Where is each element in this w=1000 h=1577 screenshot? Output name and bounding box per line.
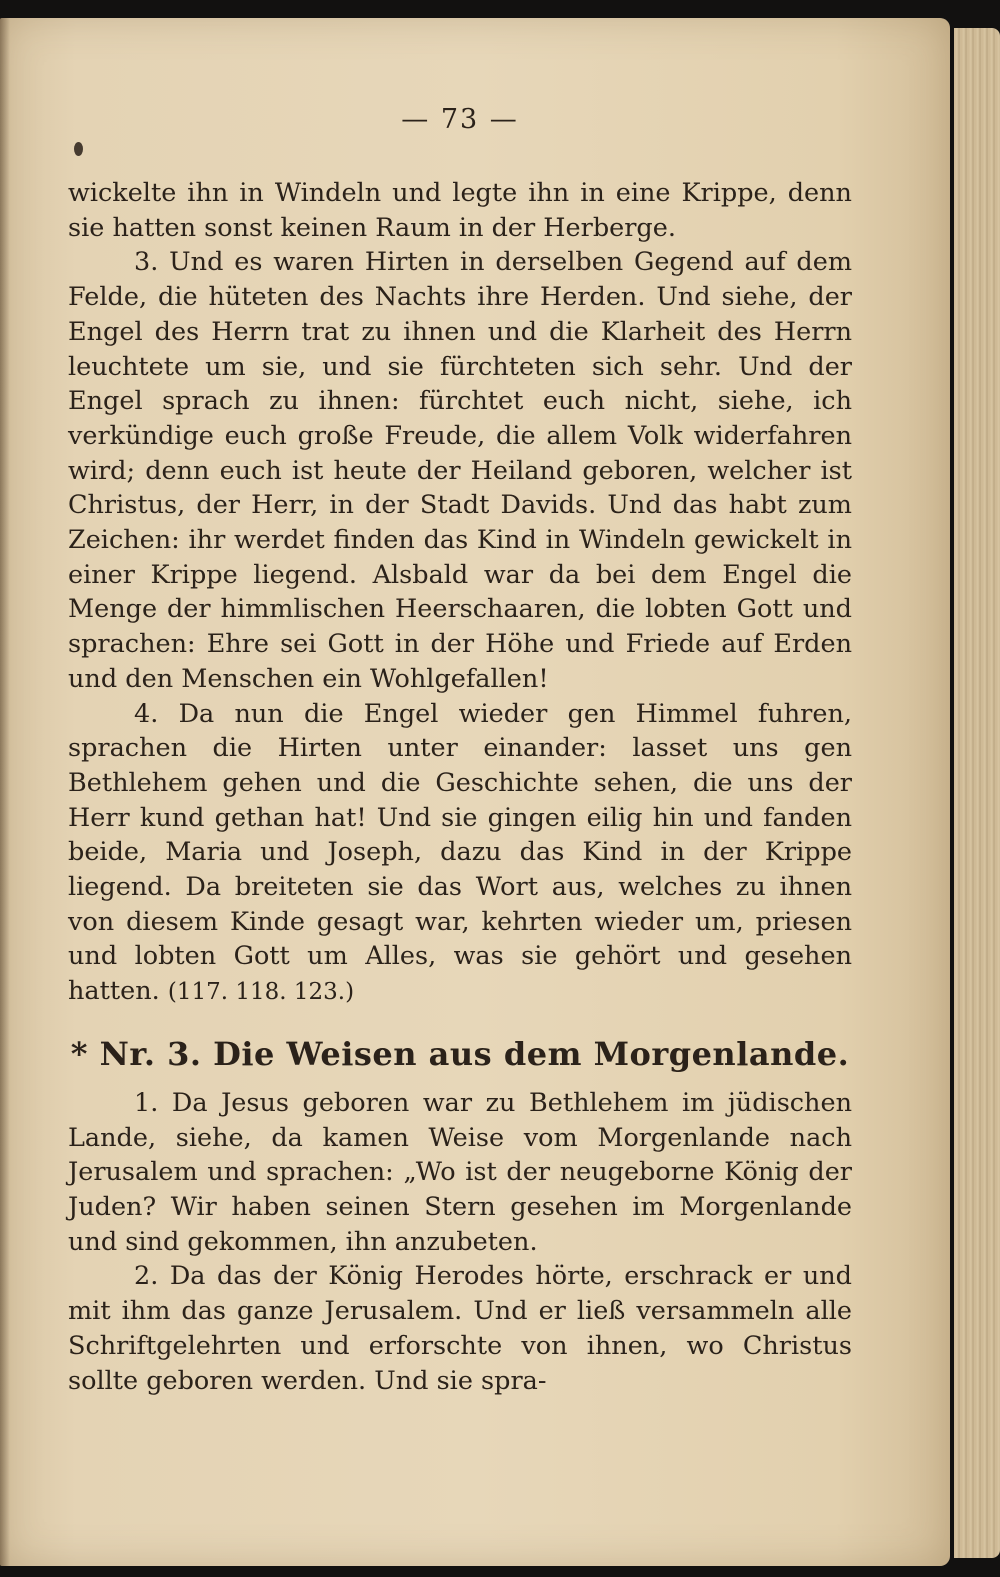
page-edges [954, 28, 1000, 1558]
section-heading: * Nr. 3. Die Weisen aus dem Morgenlande. [70, 1034, 850, 1073]
page-content [68, 100, 852, 1398]
paragraph-verse-4 [68, 697, 852, 1010]
paragraph-section-verse-1: 1. Da Jesus geboren war zu Bethlehem im jüdischen Lande, siehe, da kamen Weise vom Morgenlande nach Jerusalem und sprachen: „Wo ist der neugeborne König der Juden? Wir haben seinen Stern gesehen im Morgenlande und sind gekommen, ihn anzubeten. [68, 1087, 852, 1257]
page-number: — 73 — [401, 104, 519, 135]
hymn-reference: (117. 118. 123.) [167, 979, 355, 1006]
paragraph-verse-4-text: 4. Da nun die Engel wieder gen Himmel fuhren, sprachen die Hirten unter einander: lasset uns gen Bethlehem gehen und die Geschichte sehen, die uns der Herr kund gethan hat! Und sie gingen eilig hin und fanden beide, Maria und Joseph, dazu das Kind in der Krippe liegend. Da breiteten sie das Wort aus, welches zu ihnen von diesem Kinde gesagt war, kehrten wieder um, priesen und lobten Gott um Alles, was sie gehört und gesehen hatten. [68, 698, 852, 1007]
paragraph-continuation: wickelte ihn in Windeln und legte ihn in eine Krippe, denn sie hatten sonst keinen Raum in der Herberge. [68, 178, 852, 243]
paragraph-verse-3: 3. Und es waren Hirten in derselben Gegend auf dem Felde, die hüteten des Nachts ihre Herden. Und siehe, der Engel des Herrn trat zu ihnen und die Klarheit des Herrn leuchtete um sie, und sie fürchteten sich sehr. Und der Engel sprach zu ihnen: fürchtet euch nicht, siehe, ich verkündige euch große Freude, die allem Volk widerfahren wird; denn euch ist heute der Heiland geboren, welcher ist Christus, der Herr, in der Stadt Davids. Und das habt zum Zeichen: ihr werdet finden das Kind in Windeln gewickelt in einer Krippe liegend. Alsbald war da bei dem Engel die Menge der himmlischen Heerschaaren, die lobten Gott und sprachen: Ehre sei Gott in der Höhe und Friede auf Erden und den Menschen ein Wohlgefallen! [68, 247, 852, 694]
paragraph-section-verse-2: 2. Da das der König Herodes hörte, erschrack er und mit ihm das ganze Jerusalem. Und er ließ versammeln alle Schriftgelehrten und erforschte von ihnen, wo Christus sollte geboren werden. Und sie spra- [68, 1261, 852, 1396]
gutter-shadow [0, 18, 10, 1566]
